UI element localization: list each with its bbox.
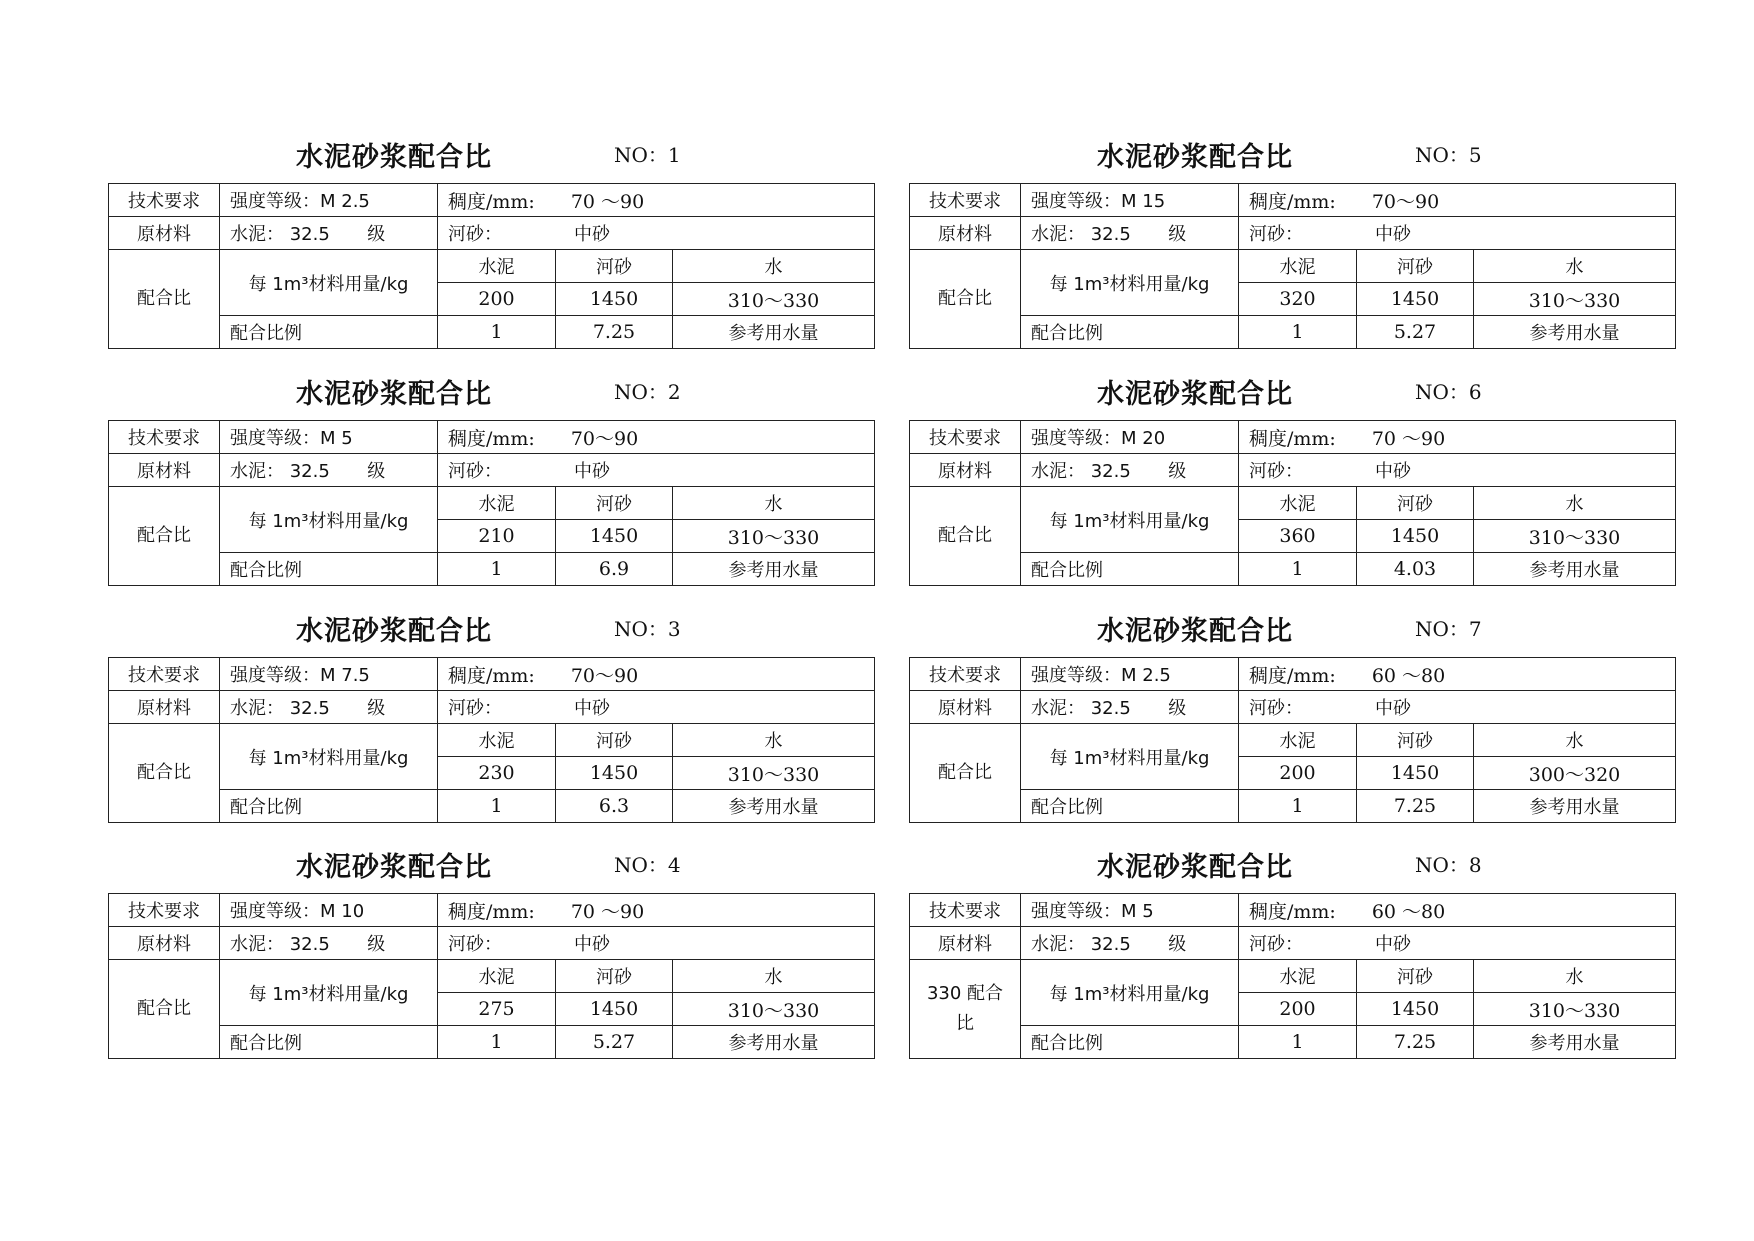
mix-ratio-card <box>108 364 874 586</box>
ratio-label: 配合比例 <box>220 790 438 823</box>
cement-grade: 32.5 <box>289 224 330 245</box>
cement-spec <box>1021 691 1239 724</box>
water-note: 参考用水量 <box>1474 316 1676 349</box>
water-note: 参考用水量 <box>673 316 875 349</box>
ratio-cement: 1 <box>1239 553 1357 586</box>
tech-row <box>109 184 875 217</box>
material-label: 原材料 <box>109 454 220 487</box>
material-row <box>910 691 1676 724</box>
card-number: NO：4 <box>614 853 681 877</box>
consistency-cell <box>1239 421 1676 454</box>
ratio-label: 配合比例 <box>220 553 438 586</box>
card-header <box>909 837 1675 893</box>
cement-spec <box>1021 927 1239 960</box>
mix-ratio-table <box>108 420 875 586</box>
strength-grade: 强度等级：M 10 <box>220 894 438 927</box>
sand-amount: 1450 <box>556 993 673 1026</box>
ratio-sand: 6.3 <box>556 790 673 823</box>
cement-amount: 320 <box>1239 283 1357 316</box>
material-row <box>910 927 1676 960</box>
sand-amount: 1450 <box>1357 520 1474 553</box>
water-header: 水 <box>673 250 875 283</box>
sand-spec <box>438 217 875 250</box>
consistency-cell <box>438 894 875 927</box>
mix-ratio-table <box>909 183 1676 349</box>
tech-label: 技术要求 <box>910 894 1021 927</box>
sand-spec-label: 河砂： <box>448 934 502 955</box>
cement-spec-label: 水泥： <box>1031 934 1085 955</box>
ratio-sand: 7.25 <box>556 316 673 349</box>
sand-spec-value: 中砂 <box>574 934 610 955</box>
sand-amount: 1450 <box>1357 283 1474 316</box>
consistency-label: 稠度/mm: <box>1249 427 1336 450</box>
water-amount: 310～330 <box>1474 283 1676 316</box>
tech-label: 技术要求 <box>109 894 220 927</box>
ratio-cement: 1 <box>1239 316 1357 349</box>
water-amount: 310～330 <box>673 520 875 553</box>
material-label: 原材料 <box>910 217 1021 250</box>
material-label: 原材料 <box>109 691 220 724</box>
sand-spec <box>438 927 875 960</box>
material-row <box>109 691 875 724</box>
cement-spec <box>220 927 438 960</box>
ratio-cement: 1 <box>438 1026 556 1059</box>
consistency-label: 稠度/mm: <box>448 664 535 687</box>
water-amount: 310～330 <box>1474 993 1676 1026</box>
per-m3-label: 每 1m³材料用量/kg <box>220 724 438 790</box>
card-header <box>108 837 874 893</box>
water-note: 参考用水量 <box>673 790 875 823</box>
water-header: 水 <box>673 724 875 757</box>
card-number: NO：1 <box>614 143 681 167</box>
mix-header-row <box>109 960 875 993</box>
mix-label: 配合比 <box>109 960 220 1059</box>
card-header <box>909 127 1675 183</box>
cement-grade: 32.5 <box>289 461 330 482</box>
card-number: NO：6 <box>1415 380 1482 404</box>
cement-header: 水泥 <box>438 250 556 283</box>
grade-suffix: 级 <box>1168 224 1187 245</box>
ratio-label: 配合比例 <box>220 316 438 349</box>
per-m3-label: 每 1m³材料用量/kg <box>220 487 438 553</box>
cement-spec <box>1021 217 1239 250</box>
water-note: 参考用水量 <box>1474 790 1676 823</box>
tech-label: 技术要求 <box>109 421 220 454</box>
sand-header: 河砂 <box>556 724 673 757</box>
sand-amount: 1450 <box>1357 993 1474 1026</box>
material-row <box>910 217 1676 250</box>
cement-spec-label: 水泥： <box>1031 224 1085 245</box>
cement-amount: 275 <box>438 993 556 1026</box>
sand-spec-value: 中砂 <box>574 461 610 482</box>
cement-spec-label: 水泥： <box>230 934 284 955</box>
consistency-value: 70 ～90 <box>570 190 645 213</box>
cement-spec-label: 水泥： <box>1031 461 1085 482</box>
ratio-label: 配合比例 <box>1021 553 1239 586</box>
sand-spec <box>438 454 875 487</box>
cement-header: 水泥 <box>1239 960 1357 993</box>
mix-header-row <box>109 487 875 520</box>
water-amount: 310～330 <box>1474 520 1676 553</box>
tech-label: 技术要求 <box>910 421 1021 454</box>
consistency-cell <box>1239 184 1676 217</box>
cement-spec <box>220 691 438 724</box>
water-header: 水 <box>1474 724 1676 757</box>
strength-grade: 强度等级：M 5 <box>220 421 438 454</box>
sand-spec <box>1239 691 1676 724</box>
water-note: 参考用水量 <box>673 553 875 586</box>
water-note: 参考用水量 <box>673 1026 875 1059</box>
per-m3-label: 每 1m³材料用量/kg <box>220 250 438 316</box>
ratio-cement: 1 <box>438 790 556 823</box>
card-title: 水泥砂浆配合比 <box>296 142 492 173</box>
cement-amount: 360 <box>1239 520 1357 553</box>
tech-label: 技术要求 <box>109 184 220 217</box>
cement-amount: 200 <box>1239 757 1357 790</box>
sand-spec <box>1239 454 1676 487</box>
ratio-row <box>109 316 875 349</box>
sand-spec <box>1239 927 1676 960</box>
tech-row <box>109 421 875 454</box>
mix-ratio-table <box>108 183 875 349</box>
tech-label: 技术要求 <box>910 184 1021 217</box>
cement-spec-label: 水泥： <box>230 461 284 482</box>
ratio-cement: 1 <box>1239 1026 1357 1059</box>
cement-header: 水泥 <box>1239 724 1357 757</box>
per-m3-label: 每 1m³材料用量/kg <box>1021 487 1239 553</box>
strength-grade: 强度等级：M 15 <box>1021 184 1239 217</box>
tech-label: 技术要求 <box>910 658 1021 691</box>
sand-header: 河砂 <box>556 960 673 993</box>
cement-spec <box>220 454 438 487</box>
card-title: 水泥砂浆配合比 <box>1097 142 1293 173</box>
material-label: 原材料 <box>910 691 1021 724</box>
cement-header: 水泥 <box>438 487 556 520</box>
grade-suffix: 级 <box>367 224 386 245</box>
water-amount: 300～320 <box>1474 757 1676 790</box>
mix-header-row <box>109 250 875 283</box>
consistency-cell <box>438 658 875 691</box>
mix-label: 配合比 <box>910 487 1021 586</box>
ratio-sand: 6.9 <box>556 553 673 586</box>
tech-row <box>910 421 1676 454</box>
material-row <box>910 454 1676 487</box>
ratio-sand: 5.27 <box>1357 316 1474 349</box>
card-header <box>909 364 1675 420</box>
mix-ratio-table <box>909 893 1676 1059</box>
mix-header-row <box>910 960 1676 993</box>
mix-ratio-card <box>108 601 874 823</box>
card-header <box>108 127 874 183</box>
mix-header-row <box>910 724 1676 757</box>
ratio-row <box>109 1026 875 1059</box>
card-title: 水泥砂浆配合比 <box>1097 379 1293 410</box>
water-note: 参考用水量 <box>1474 553 1676 586</box>
per-m3-label: 每 1m³材料用量/kg <box>1021 250 1239 316</box>
consistency-label: 稠度/mm: <box>1249 664 1336 687</box>
ratio-row <box>910 790 1676 823</box>
sand-header: 河砂 <box>556 487 673 520</box>
tech-row <box>910 658 1676 691</box>
material-row <box>109 217 875 250</box>
sand-spec-value: 中砂 <box>1375 934 1411 955</box>
card-number: NO：3 <box>614 617 681 641</box>
cement-grade: 32.5 <box>1090 934 1131 955</box>
cement-spec <box>1021 454 1239 487</box>
ratio-row <box>910 1026 1676 1059</box>
sand-spec-value: 中砂 <box>574 224 610 245</box>
water-note: 参考用水量 <box>1474 1026 1676 1059</box>
consistency-label: 稠度/mm: <box>1249 190 1336 213</box>
water-amount: 310～330 <box>673 993 875 1026</box>
tech-row <box>910 184 1676 217</box>
sand-header: 河砂 <box>1357 250 1474 283</box>
sand-spec <box>1239 217 1676 250</box>
grade-suffix: 级 <box>1168 934 1187 955</box>
consistency-value: 70～90 <box>570 427 639 450</box>
tech-label: 技术要求 <box>109 658 220 691</box>
mix-label: 配合比 <box>910 250 1021 349</box>
mix-ratio-card <box>108 127 874 349</box>
mix-label: 配合比 <box>109 250 220 349</box>
grade-suffix: 级 <box>367 461 386 482</box>
cement-spec-label: 水泥： <box>230 698 284 719</box>
consistency-cell <box>1239 658 1676 691</box>
tech-row <box>109 894 875 927</box>
cement-spec <box>220 217 438 250</box>
cement-header: 水泥 <box>1239 487 1357 520</box>
per-m3-label: 每 1m³材料用量/kg <box>1021 724 1239 790</box>
ratio-row <box>109 553 875 586</box>
strength-grade: 强度等级：M 5 <box>1021 894 1239 927</box>
sand-spec-label: 河砂： <box>1249 224 1303 245</box>
mix-ratio-table <box>108 893 875 1059</box>
strength-grade: 强度等级：M 7.5 <box>220 658 438 691</box>
sand-amount: 1450 <box>556 757 673 790</box>
card-number: NO：8 <box>1415 853 1482 877</box>
ratio-label: 配合比例 <box>220 1026 438 1059</box>
card-number: NO：7 <box>1415 617 1482 641</box>
water-header: 水 <box>673 487 875 520</box>
card-number: NO：2 <box>614 380 681 404</box>
ratio-sand: 7.25 <box>1357 1026 1474 1059</box>
ratio-label: 配合比例 <box>1021 1026 1239 1059</box>
card-title: 水泥砂浆配合比 <box>296 616 492 647</box>
card-header <box>108 601 874 657</box>
ratio-sand: 5.27 <box>556 1026 673 1059</box>
card-header <box>909 601 1675 657</box>
mix-ratio-card <box>909 837 1675 1059</box>
ratio-row <box>910 553 1676 586</box>
water-amount: 310～330 <box>673 283 875 316</box>
consistency-label: 稠度/mm: <box>448 900 535 923</box>
card-title: 水泥砂浆配合比 <box>1097 616 1293 647</box>
ratio-cement: 1 <box>438 553 556 586</box>
card-title: 水泥砂浆配合比 <box>296 379 492 410</box>
consistency-cell <box>1239 894 1676 927</box>
grade-suffix: 级 <box>367 934 386 955</box>
material-row <box>109 927 875 960</box>
mix-ratio-card <box>909 127 1675 349</box>
consistency-value: 60 ～80 <box>1371 900 1446 923</box>
sand-header: 河砂 <box>1357 960 1474 993</box>
per-m3-label: 每 1m³材料用量/kg <box>220 960 438 1026</box>
consistency-cell <box>438 421 875 454</box>
sand-spec-label: 河砂： <box>1249 461 1303 482</box>
cement-grade: 32.5 <box>1090 461 1131 482</box>
mix-header-row <box>910 250 1676 283</box>
grade-suffix: 级 <box>1168 461 1187 482</box>
sand-amount: 1450 <box>1357 757 1474 790</box>
mix-ratio-card <box>108 837 874 1059</box>
consistency-value: 60 ～80 <box>1371 664 1446 687</box>
tech-row <box>910 894 1676 927</box>
sand-spec-label: 河砂： <box>448 224 502 245</box>
ratio-cement: 1 <box>1239 790 1357 823</box>
mix-label: 配合比 <box>109 487 220 586</box>
cement-amount: 210 <box>438 520 556 553</box>
consistency-label: 稠度/mm: <box>1249 900 1336 923</box>
material-label: 原材料 <box>109 217 220 250</box>
sand-spec-value: 中砂 <box>1375 224 1411 245</box>
ratio-label: 配合比例 <box>1021 790 1239 823</box>
card-title: 水泥砂浆配合比 <box>296 852 492 883</box>
sand-spec <box>438 691 875 724</box>
consistency-value: 70 ～90 <box>1371 427 1446 450</box>
sand-amount: 1450 <box>556 283 673 316</box>
cement-grade: 32.5 <box>289 698 330 719</box>
cement-header: 水泥 <box>438 960 556 993</box>
tech-row <box>109 658 875 691</box>
sand-spec-value: 中砂 <box>1375 698 1411 719</box>
ratio-row <box>910 316 1676 349</box>
cement-amount: 230 <box>438 757 556 790</box>
ratio-label: 配合比例 <box>1021 316 1239 349</box>
mix-label: 330 配合比 <box>910 960 1021 1059</box>
cement-spec-label: 水泥： <box>1031 698 1085 719</box>
mix-label: 配合比 <box>910 724 1021 823</box>
ratio-sand: 7.25 <box>1357 790 1474 823</box>
sand-spec-label: 河砂： <box>1249 698 1303 719</box>
cement-header: 水泥 <box>1239 250 1357 283</box>
cement-grade: 32.5 <box>1090 224 1131 245</box>
water-header: 水 <box>673 960 875 993</box>
water-header: 水 <box>1474 487 1676 520</box>
sand-spec-label: 河砂： <box>448 461 502 482</box>
consistency-value: 70 ～90 <box>570 900 645 923</box>
consistency-cell <box>438 184 875 217</box>
water-amount: 310～330 <box>673 757 875 790</box>
cement-grade: 32.5 <box>1090 698 1131 719</box>
mix-label: 配合比 <box>109 724 220 823</box>
card-title: 水泥砂浆配合比 <box>1097 852 1293 883</box>
mix-ratio-table <box>108 657 875 823</box>
sand-header: 河砂 <box>1357 724 1474 757</box>
material-label: 原材料 <box>910 454 1021 487</box>
cement-header: 水泥 <box>438 724 556 757</box>
cement-grade: 32.5 <box>289 934 330 955</box>
consistency-value: 70～90 <box>570 664 639 687</box>
mix-header-row <box>109 724 875 757</box>
grade-suffix: 级 <box>367 698 386 719</box>
sand-spec-value: 中砂 <box>574 698 610 719</box>
sand-header: 河砂 <box>556 250 673 283</box>
mix-ratio-table <box>909 420 1676 586</box>
mix-ratio-card <box>909 601 1675 823</box>
cement-spec-label: 水泥： <box>230 224 284 245</box>
material-label: 原材料 <box>109 927 220 960</box>
card-number: NO：5 <box>1415 143 1482 167</box>
sand-spec-label: 河砂： <box>448 698 502 719</box>
card-header <box>108 364 874 420</box>
mix-ratio-table <box>909 657 1676 823</box>
material-row <box>109 454 875 487</box>
strength-grade: 强度等级：M 2.5 <box>1021 658 1239 691</box>
ratio-row <box>109 790 875 823</box>
strength-grade: 强度等级：M 20 <box>1021 421 1239 454</box>
cement-amount: 200 <box>1239 993 1357 1026</box>
grade-suffix: 级 <box>1168 698 1187 719</box>
strength-grade: 强度等级：M 2.5 <box>220 184 438 217</box>
sand-header: 河砂 <box>1357 487 1474 520</box>
sand-spec-value: 中砂 <box>1375 461 1411 482</box>
water-header: 水 <box>1474 960 1676 993</box>
consistency-label: 稠度/mm: <box>448 427 535 450</box>
water-header: 水 <box>1474 250 1676 283</box>
sand-amount: 1450 <box>556 520 673 553</box>
mix-header-row <box>910 487 1676 520</box>
per-m3-label: 每 1m³材料用量/kg <box>1021 960 1239 1026</box>
cement-amount: 200 <box>438 283 556 316</box>
consistency-label: 稠度/mm: <box>448 190 535 213</box>
material-label: 原材料 <box>910 927 1021 960</box>
ratio-sand: 4.03 <box>1357 553 1474 586</box>
ratio-cement: 1 <box>438 316 556 349</box>
sand-spec-label: 河砂： <box>1249 934 1303 955</box>
mix-ratio-card <box>909 364 1675 586</box>
consistency-value: 70～90 <box>1371 190 1440 213</box>
